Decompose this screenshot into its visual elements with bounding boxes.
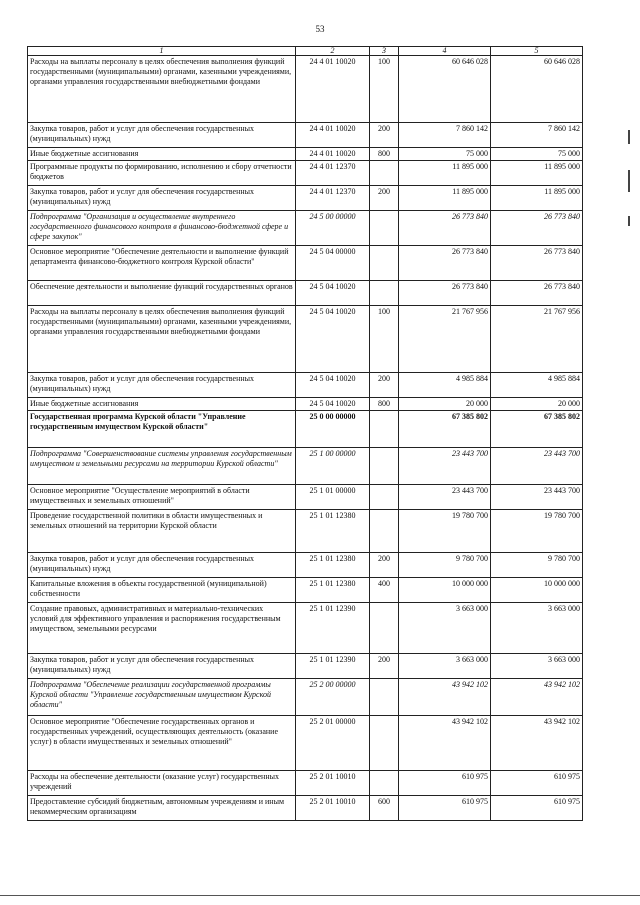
row-amount-2: 11 895 000 (491, 161, 583, 186)
row-amount-2: 19 780 700 (491, 510, 583, 553)
row-amount-1: 23 443 700 (399, 448, 491, 485)
table-row (28, 123, 583, 148)
column-header-amount-1: 4 (399, 47, 491, 56)
row-amount-1: 4 985 884 (399, 373, 491, 398)
row-code: 25 1 00 00000 (296, 448, 370, 485)
row-expense-type (370, 246, 399, 281)
table-row (28, 448, 583, 485)
row-name: Государственная программа Курской области "Управление государственным имуществом Курской области" (28, 411, 296, 448)
row-expense-type: 800 (370, 398, 399, 411)
row-amount-1: 26 773 840 (399, 246, 491, 281)
row-name: Закупка товаров, работ и услуг для обеспечения государственных (муниципальных) нужд (28, 186, 296, 211)
row-amount-2: 26 773 840 (491, 211, 583, 246)
row-amount-2: 4 985 884 (491, 373, 583, 398)
row-code: 25 1 01 12380 (296, 510, 370, 553)
row-amount-2: 20 000 (491, 398, 583, 411)
row-amount-1: 20 000 (399, 398, 491, 411)
column-header-type: 3 (370, 47, 399, 56)
row-amount-2: 26 773 840 (491, 281, 583, 306)
row-expense-type: 200 (370, 654, 399, 679)
table-row (28, 186, 583, 211)
table-row (28, 679, 583, 716)
table-row (28, 148, 583, 161)
row-expense-type: 200 (370, 186, 399, 211)
row-expense-type (370, 603, 399, 654)
row-expense-type (370, 510, 399, 553)
row-amount-1: 21 767 956 (399, 306, 491, 373)
row-amount-1: 43 942 102 (399, 679, 491, 716)
row-code: 24 5 00 00000 (296, 211, 370, 246)
column-header-code: 2 (296, 47, 370, 56)
row-expense-type (370, 448, 399, 485)
row-code: 24 4 01 12370 (296, 161, 370, 186)
table-row (28, 603, 583, 654)
table-header-row (28, 47, 583, 56)
row-code: 25 1 01 12380 (296, 578, 370, 603)
row-amount-1: 11 895 000 (399, 186, 491, 211)
row-name: Программные продукты по формированию, исполнению и сбору отчетности бюджетов (28, 161, 296, 186)
row-amount-1: 3 663 000 (399, 654, 491, 679)
column-header-amount-2: 5 (491, 47, 583, 56)
row-amount-2: 3 663 000 (491, 654, 583, 679)
row-code: 24 5 04 10020 (296, 398, 370, 411)
row-code: 25 1 01 12390 (296, 654, 370, 679)
table-row (28, 553, 583, 578)
row-amount-1: 9 780 700 (399, 553, 491, 578)
column-header-name: 1 (28, 47, 296, 56)
row-code: 24 5 04 00000 (296, 246, 370, 281)
table-row (28, 56, 583, 123)
row-name: Закупка товаров, работ и услуг для обеспечения государственных (муниципальных) нужд (28, 123, 296, 148)
row-amount-1: 3 663 000 (399, 603, 491, 654)
row-expense-type: 100 (370, 56, 399, 123)
row-amount-2: 43 942 102 (491, 679, 583, 716)
table-row (28, 281, 583, 306)
row-code: 24 4 01 10020 (296, 148, 370, 161)
row-expense-type (370, 485, 399, 510)
row-amount-2: 610 975 (491, 771, 583, 796)
row-amount-2: 60 646 028 (491, 56, 583, 123)
row-amount-2: 23 443 700 (491, 448, 583, 485)
row-name: Расходы на обеспечение деятельности (оказание услуг) государственных учреждений (28, 771, 296, 796)
row-expense-type (370, 679, 399, 716)
row-name: Закупка товаров, работ и услуг для обеспечения государственных (муниципальных) нужд (28, 553, 296, 578)
row-name: Основное мероприятие "Осуществление мероприятий в области имущественных и земельных отношений" (28, 485, 296, 510)
row-name: Основное мероприятие "Обеспечение деятельности и выполнение функций департамента финансово-бюджетного контроля Курской области" (28, 246, 296, 281)
row-code: 24 4 01 10020 (296, 56, 370, 123)
table-row (28, 485, 583, 510)
page-bottom-rule (0, 895, 640, 896)
row-code: 25 2 01 00000 (296, 716, 370, 771)
row-code: 25 2 01 10010 (296, 771, 370, 796)
table-row (28, 306, 583, 373)
row-expense-type: 100 (370, 306, 399, 373)
table-row (28, 411, 583, 448)
row-amount-1: 43 942 102 (399, 716, 491, 771)
row-code: 24 5 04 10020 (296, 281, 370, 306)
row-name: Предоставление субсидий бюджетным, автономным учреждениям и иным некоммерческим организациям (28, 796, 296, 821)
row-code: 25 1 01 12380 (296, 553, 370, 578)
table-row (28, 373, 583, 398)
row-code: 25 0 00 00000 (296, 411, 370, 448)
row-expense-type: 200 (370, 373, 399, 398)
row-amount-2: 75 000 (491, 148, 583, 161)
row-name: Иные бюджетные ассигнования (28, 148, 296, 161)
row-expense-type: 600 (370, 796, 399, 821)
row-amount-1: 67 385 802 (399, 411, 491, 448)
row-amount-2: 610 975 (491, 796, 583, 821)
margin-mark (628, 216, 630, 226)
row-amount-2: 3 663 000 (491, 603, 583, 654)
row-name: Подпрограмма "Организация и осуществление внутреннего государственного финансового контроля в финансово-бюджетной сфере и сфере закупок" (28, 211, 296, 246)
table-row (28, 246, 583, 281)
table-row (28, 654, 583, 679)
row-name: Подпрограмма "Совершенствование системы управления государственным имуществом и земельными ресурсами на территории Курской области" (28, 448, 296, 485)
row-amount-2: 67 385 802 (491, 411, 583, 448)
row-amount-1: 7 860 142 (399, 123, 491, 148)
table-row (28, 510, 583, 553)
row-expense-type (370, 411, 399, 448)
row-code: 24 4 01 10020 (296, 123, 370, 148)
table-row (28, 796, 583, 821)
row-name: Обеспечение деятельности и выполнение функций государственных органов (28, 281, 296, 306)
table-row (28, 578, 583, 603)
row-amount-1: 60 646 028 (399, 56, 491, 123)
row-name: Закупка товаров, работ и услуг для обеспечения государственных (муниципальных) нужд (28, 373, 296, 398)
row-amount-1: 11 895 000 (399, 161, 491, 186)
table-row (28, 211, 583, 246)
row-name: Подпрограмма "Обеспечение реализации государственной программы Курской области "Управление государственным имуществом Курской области" (28, 679, 296, 716)
table-row (28, 398, 583, 411)
row-name: Создание правовых, административных и материально-технических условий для эффективного управления и распоряжения государственным имуществом, земельными ресурсами (28, 603, 296, 654)
table-row (28, 771, 583, 796)
row-expense-type (370, 161, 399, 186)
row-expense-type (370, 211, 399, 246)
row-amount-2: 23 443 700 (491, 485, 583, 510)
row-name: Иные бюджетные ассигнования (28, 398, 296, 411)
row-amount-1: 610 975 (399, 771, 491, 796)
table-body (28, 56, 583, 821)
margin-mark (628, 170, 630, 192)
row-expense-type: 200 (370, 123, 399, 148)
row-expense-type: 200 (370, 553, 399, 578)
row-amount-2: 21 767 956 (491, 306, 583, 373)
page-number: 53 (315, 24, 325, 34)
row-amount-2: 7 860 142 (491, 123, 583, 148)
row-name: Расходы на выплаты персоналу в целях обеспечения выполнения функций государственными (муниципальными) органами, казенными учреждениями, органами управления государственными внебюджетными фондами (28, 306, 296, 373)
row-amount-2: 9 780 700 (491, 553, 583, 578)
row-expense-type: 400 (370, 578, 399, 603)
table-row (28, 161, 583, 186)
row-amount-1: 23 443 700 (399, 485, 491, 510)
row-amount-1: 610 975 (399, 796, 491, 821)
row-code: 24 5 04 10020 (296, 373, 370, 398)
row-code: 25 2 01 10010 (296, 796, 370, 821)
row-name: Основное мероприятие "Обеспечение государственных органов и государственных учреждений, осуществляющих деятельность (оказание услуг) в области имущественных и земельных отношений" (28, 716, 296, 771)
row-code: 25 2 00 00000 (296, 679, 370, 716)
row-amount-1: 26 773 840 (399, 211, 491, 246)
row-amount-1: 10 000 000 (399, 578, 491, 603)
row-name: Проведение государственной политики в области имущественных и земельных отношений на территории Курской области (28, 510, 296, 553)
row-code: 24 4 01 12370 (296, 186, 370, 211)
row-expense-type (370, 716, 399, 771)
row-amount-1: 75 000 (399, 148, 491, 161)
row-name: Капитальные вложения в объекты государственной (муниципальной) собственности (28, 578, 296, 603)
row-code: 25 1 01 00000 (296, 485, 370, 510)
row-code: 24 5 04 10020 (296, 306, 370, 373)
row-amount-1: 19 780 700 (399, 510, 491, 553)
row-amount-2: 26 773 840 (491, 246, 583, 281)
row-expense-type: 800 (370, 148, 399, 161)
row-amount-2: 10 000 000 (491, 578, 583, 603)
row-amount-2: 11 895 000 (491, 186, 583, 211)
row-name: Расходы на выплаты персоналу в целях обеспечения выполнения функций государственными (муниципальными) органами, казенными учреждениями, органами управления государственными внебюджетными фондами (28, 56, 296, 123)
table-row (28, 716, 583, 771)
row-expense-type (370, 771, 399, 796)
row-amount-2: 43 942 102 (491, 716, 583, 771)
budget-table (27, 46, 583, 821)
row-code: 25 1 01 12390 (296, 603, 370, 654)
row-amount-1: 26 773 840 (399, 281, 491, 306)
row-expense-type (370, 281, 399, 306)
row-name: Закупка товаров, работ и услуг для обеспечения государственных (муниципальных) нужд (28, 654, 296, 679)
margin-mark (628, 130, 630, 144)
